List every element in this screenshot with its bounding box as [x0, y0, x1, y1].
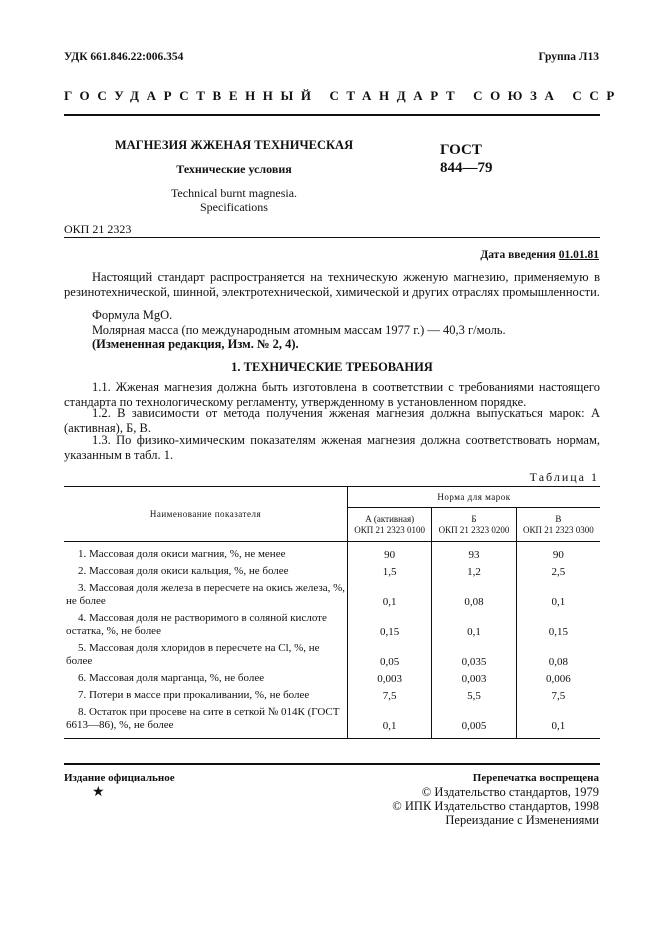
value-a: 0,003: [377, 673, 403, 685]
value-b: 93: [432, 542, 516, 564]
header-grade-a: [348, 508, 432, 542]
title-rule: [64, 237, 600, 238]
value-b: 0,003: [432, 670, 516, 687]
clause-1-1: 1.1. Жженая магнезия должна быть изготовлена в соответствии с требованиями настоящего стандарта по технологическому регламенту, утвержденному в установленном порядке.: [64, 380, 600, 409]
row-name: 8. Остаток при просеве на сите в сеткой № 014К (ГОСТ 6613—86), %, не более: [64, 704, 348, 739]
row-name: 6. Массовая доля марганца, %, не более: [64, 670, 348, 687]
grade-c-okp: ОКП 21 2323 0300: [522, 524, 594, 535]
value-a: 0,1: [382, 720, 397, 732]
requirements-table: [64, 486, 600, 739]
copyright-line-1: © Издательство стандартов, 1979: [421, 785, 599, 799]
star-icon: ★: [92, 785, 105, 800]
table-row: [64, 670, 600, 687]
grade-b-okp: ОКП 21 2323 0200: [438, 524, 510, 535]
reissue-line: Переиздание с Изменениями: [445, 813, 599, 827]
value-b: 0,035: [432, 640, 516, 670]
table-caption: Таблица 1: [529, 470, 599, 484]
value-a: 0,05: [380, 656, 400, 668]
revision-note: (Измененная редакция, Изм. № 2, 4).: [92, 337, 299, 351]
clause-1-2: 1.2. В зависимости от метода получения жженая магнезия должна выпускаться марок: А (активная), Б, В.: [64, 406, 600, 435]
table-row: [64, 704, 600, 739]
footer-rule: [64, 763, 600, 765]
grade-a-name: А (активная): [365, 513, 415, 524]
value-c: 90: [516, 542, 600, 564]
value-a: 0,15: [380, 626, 400, 638]
table-row: [64, 610, 600, 640]
copyright-line-2: © ИПК Издательство стандартов, 1998: [392, 799, 599, 813]
reprint-prohibited-label: Перепечатка воспрещена: [472, 772, 599, 784]
grade-c-name: В: [555, 513, 562, 524]
document-subtitle: Технические условия: [176, 162, 292, 176]
grade-a-okp: ОКП 21 2323 0100: [354, 524, 426, 535]
table-row: [64, 580, 600, 610]
formula-line: Формула MgO.: [92, 308, 173, 322]
value-b: 1,2: [432, 563, 516, 580]
english-title-line1: Technical burnt magnesia.: [170, 186, 298, 200]
value-c: 0,08: [516, 640, 600, 670]
row-name: 7. Потери в массе при прокаливании, %, не более: [64, 687, 348, 704]
section-heading: 1. ТЕХНИЧЕСКИЕ ТРЕБОВАНИЯ: [231, 360, 433, 374]
official-edition-label: Издание официальное: [64, 772, 175, 784]
row-name: 5. Массовая доля хлоридов в пересчете на Cl, %, не более: [64, 640, 348, 670]
value-c: 0,1: [516, 704, 600, 739]
okp-code: ОКП 21 2323: [64, 222, 132, 236]
table-row: [64, 687, 600, 704]
header-grade-b: [432, 508, 516, 542]
header-norm: Норма для марок: [348, 487, 601, 508]
value-a: 90: [384, 549, 396, 561]
header-indicator-name: Наименование показателя: [64, 487, 348, 542]
intro-date-value: 01.01.81: [558, 249, 599, 261]
intro-date: [480, 249, 599, 261]
value-b: 0,1: [432, 610, 516, 640]
table-row: [64, 563, 600, 580]
value-a: 7,5: [382, 690, 397, 702]
value-b: 0,08: [432, 580, 516, 610]
value-c: 7,5: [516, 687, 600, 704]
table-row: [64, 640, 600, 670]
value-c: 0,006: [516, 670, 600, 687]
row-name: 1. Массовая доля окиси магния, %, не менее: [64, 542, 348, 564]
document-title: МАГНЕЗИЯ ЖЖЕНАЯ ТЕХНИЧЕСКАЯ: [114, 138, 354, 152]
value-c: 0,1: [516, 580, 600, 610]
gost-number: 844—79: [440, 160, 493, 176]
gost-label: ГОСТ: [440, 142, 482, 158]
grade-b-name: Б: [471, 513, 477, 524]
english-title-line2: Specifications: [200, 200, 268, 214]
value-c: 0,15: [516, 610, 600, 640]
header-rule: [64, 114, 600, 116]
row-name: 3. Массовая доля железа в пересчете на окись железа, %, не более: [64, 580, 348, 610]
value-a: 1,5: [382, 566, 397, 578]
group-code: Группа Л13: [538, 51, 599, 63]
intro-paragraph: Настоящий стандарт распространяется на техническую жженую магнезию, применяемую в резинотехнической, шинной, электротехнической, химической и других отраслях промышленности.: [64, 270, 600, 299]
udk-code: УДК 661.846.22:006.354: [64, 51, 184, 63]
value-b: 5,5: [432, 687, 516, 704]
row-name: 2. Массовая доля окиси кальция, %, не более: [64, 563, 348, 580]
value-a: 0,1: [382, 596, 397, 608]
clause-1-3: 1.3. По физико-химическим показателям жженая магнезия должна соответствовать нормам, указанным в табл. 1.: [64, 433, 600, 462]
state-standard-banner: ГОСУДАРСТВЕННЫЙ СТАНДАРТ СОЮЗА ССР: [64, 88, 622, 103]
row-name: 4. Массовая доля не растворимого в соляной кислоте остатка, %, не более: [64, 610, 348, 640]
value-b: 0,005: [432, 704, 516, 739]
table-row: [64, 542, 600, 564]
value-c: 2,5: [516, 563, 600, 580]
header-grade-c: [516, 508, 600, 542]
molar-mass-line: Молярная масса (по международным атомным массам 1977 г.) — 40,3 г/моль.: [92, 323, 506, 337]
english-title: [64, 186, 404, 214]
intro-date-label: Дата введения: [480, 249, 559, 261]
